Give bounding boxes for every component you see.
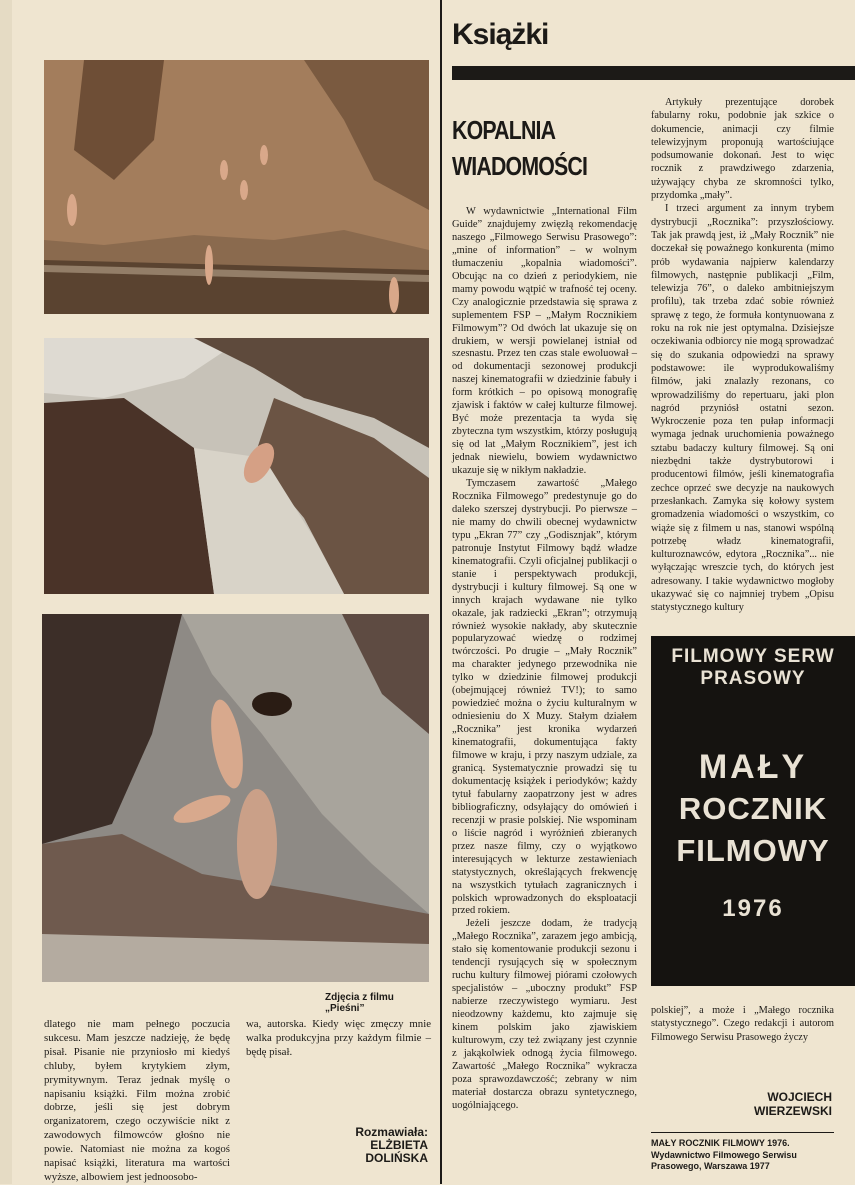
author-signature [680,1090,832,1118]
article-col-b [651,96,834,615]
interview-end-col2 [246,1018,431,1060]
article-paragraph: Artykuły prezentujące dorobek fabularny roku, podobnie jak szkice o dokumencie, animacji czy filmie telewizyjnym proponują wartościujące podsumowanie dokonań. Jest to więc rocznik z prawdziwego zdarzenia, używający chyba ze skromności tylko, przydomka „mały”. [651,97,834,202]
article-col-b-end [651,1004,834,1044]
left-margin [0,0,12,1184]
article-paragraph: I trzeci argument za innym trybem dystrybucji „Rocznika”: przyszłościowy. Tak jak prawdą jest, iż „Mały Rocznik” nie doczekał się poważnego konkurenta (mimo prób wydawania najpierw kalendarzy filmowych, następnie publikacji „Film, telewizja 76”, o daleko ambitniejszym profilu), tak trzeba zdać sobie również sprawę z tego, że formuła kontynuowana z roku na rok nie jest optymalna. Dzisiejsze oczekiwania odbiorcy nie mogą sprowadzać się do szukania odpowiedzi na sprawy podstawowe: ile wyprodukowaliśmy filmów, jaki znalazły rezonans, co wprowadziliśmy do repertuaru, jaki plon nagród przyniósł ostatni sezon. Wykroczenie poza ten pułap informacji wymaga jednak uruchomienia poważnego sztabu badaczy kultury filmowej. Są oni niezbędni także dystrybutorowi i producentowi filmów, jeśli kinematografia zechce oprzeć swe decyzje na naukowych przesłankach. Zamyka się kołowy system gromadzenia wiadomości o wszystkim, co wiąże się z filmem u nas, stanowi wspólną potrzebę władz kinematografii, kulturoznawców, edytora „Rocznika”... nie wyłączając wreszcie tych, do których jest adresowany. I takie wydawnictwo mogłoby ukazywać się co najmniej trybem „Opisu statystycznego kultury [651,203,834,614]
author-name-2: WIERZEWSKI [754,1104,832,1118]
photo-caption: Zdjęcia z filmu „Pieśni” [325,992,394,1014]
book-info-rule [651,1132,834,1133]
interview-end-text-2: wa, autorska. Kiedy więc zmęczy mnie walka produkcyjna przy każdym filmie – będę pisał. [246,1018,431,1058]
article-paragraph-end: polskiej”, a może i „Małego rocznika statystycznego”. Czego redakcji i autorom Filmowego Serwisu Prasowego życzy [651,1005,834,1043]
section-title: Książki [452,18,549,51]
interviewer-label: Rozmawiała: [355,1125,428,1139]
interview-end-col1 [44,1018,230,1185]
headline-line-1: KOPALNIA [452,115,556,145]
section-bar [452,66,855,80]
cover-year: 1976 [722,895,784,922]
interview-end-text-1: dlatego nie mam pełnego poczucia sukcesu. Mam jeszcze nadzieję, że będę pisał. Pisanie nie przyniosło mi kiedyś chluby, byłem krytykiem złym, prymitywnym. Teraz jednak myślę o napisaniu książki. Film można zrobić dobrze, jeśli się jest dobrym organizatorem, czego oczywiście nikt z zawodowych filmowców głośno nie powie. Natomiast nie można za kogoś napisać książki, literatura ma wartości wyższe, albowiem jest jednoosobo- [44,1018,230,1183]
book-cover-image [651,636,855,986]
article-paragraph: Tymczasem zawartość „Małego Rocznika Filmowego” predestynuje go do dalеko szerszej dystrybucji. Po pierwsze – nie mamy do chwili obecnej wydawnictw typu „Ekran 77” czy „Godisznjak”, którym patronuje Instytut Filmowy bądź władze kinematografii. Czyli oficjalnej publikacji o stanie i perspektywach produkcji, dystrybucji i kultury filmowej. Są one w innych krajach wydawane nie tylko okazale, jak radziecki „Ekran”; otrzymują również wysokie nakłady, aby skutecznie popularyzować wiedzę o rodzimej twórczości. Po drugie – „Mały Rocznik” ma charakter jedynego przewodnika nie tylko w dziedzinie filmowej produkcji (obejmującej również TV!); to samo powiedzieć można o życiu kulturalnym w odniesieniu do X Muzy. Stałym działem „Rocznika” jest kronika wydarzeń kinematografii, dokumentująca fakty filmowe w kraju, i przy naszym udziale, za granicą. Systematycznie prowadzi się tu dokumentację książek i periodyków; każdy tytuł fabularny zaopatrzony jest w adres bibliograficzny, odsyłający do omówień i recenzji w prasie polskiej. Nie wspominam o liście nagród i wyróżnień zbieranych przez nasze filmy, czy o wyjątkowo interesujących w lekturze zestawieniach statystycznych, określających frekwencję na wszystkich tytułach zagranicznych i polskich wprowadzonych do eksploatacji przed rokiem. [452,478,637,917]
photo-rock-dancers [44,60,429,314]
headline-line-2: WIADOMOŚCI [452,151,588,181]
author-name-1: WOJCIECH [767,1090,832,1104]
article-paragraph: Jeżeli jeszcze dodam, że tradycją „Małego Rocznika”, zarazem jego ambicją, stało się komentowanie produkcji sezonu i tendencji rysujących się w społecznym ruchu kultury filmowej piórami czołowych specjalistów – „uboczny produkt” FSP nabierze rzeczywistego wymiaru. Jest nieodzowny każdemu, kto zajmuje się kinem polskim jako zjawiskiem kulturowym, czy też związany jest czynnie z jakąkolwiek odnogą życia filmowego. Zawartość „Małego Rocznika” wykracza poza sprawozdawczość; zebrany w nim materiał dostarcza obrazu syntetycznego, uogólniającego. [452,918,637,1111]
cover-line-4: ROCZNIK [678,791,828,826]
cover-line-1: FILMOWY SERW [671,646,835,667]
photo-pair-dancers [42,614,429,982]
article-paragraph: W wydawnictwie „International Film Guide” znajdujemy zwięzłą rekomendację naszego „Filmowego Serwisu Prasowego”: „mine of information” – w wolnym tłumaczeniu „kopalnia wiadomości”. Obcując na co dzień z periodykiem, nie mamy powodu wątpić w trafność tej oceny. Czy analogicznie przedstawia się sprawa z suplementem FSP – „Małym Rocznikiem Filmowym”? Od dwóch lat ukazuje się on drukiem, w wersji powielanej istniał od szesnastu. Przez ten czas stale ewoluował – od dokumentacji sezonowej produkcji naszej kinematografii w dziedzinie fabuły i form krótkich – po opisową monografię zjawisk i faktów w całej kulturze filmowej. Być może prezentacja ta wyda się zbyteczna tym wszystkim, którzy posługują się od lat „Małym Rocznikiem”, jest ich jednak niewielu, bowiem wydawnictwo ukazuje się w nikłym nakładzie. [452,206,637,477]
cover-line-2: PRASOWY [700,668,806,689]
cover-line-3: MAŁY [698,748,808,786]
interviewer-signature [300,1126,428,1165]
book-info: MAŁY ROCZNIK FILMOWY 1976. Wydawnictwo Filmowego Serwisu Prasowego, Warszawa 1977 [651,1138,797,1171]
interviewer-name-2: DOLIŃSKA [365,1151,428,1165]
photo-stream-dancer [44,338,429,594]
article-col-a [452,206,637,1113]
article-headline [452,112,587,184]
column-divider [440,0,442,1184]
cover-line-5: FILMOWY [676,833,830,868]
interviewer-name-1: ELŻBIETA [370,1138,428,1152]
